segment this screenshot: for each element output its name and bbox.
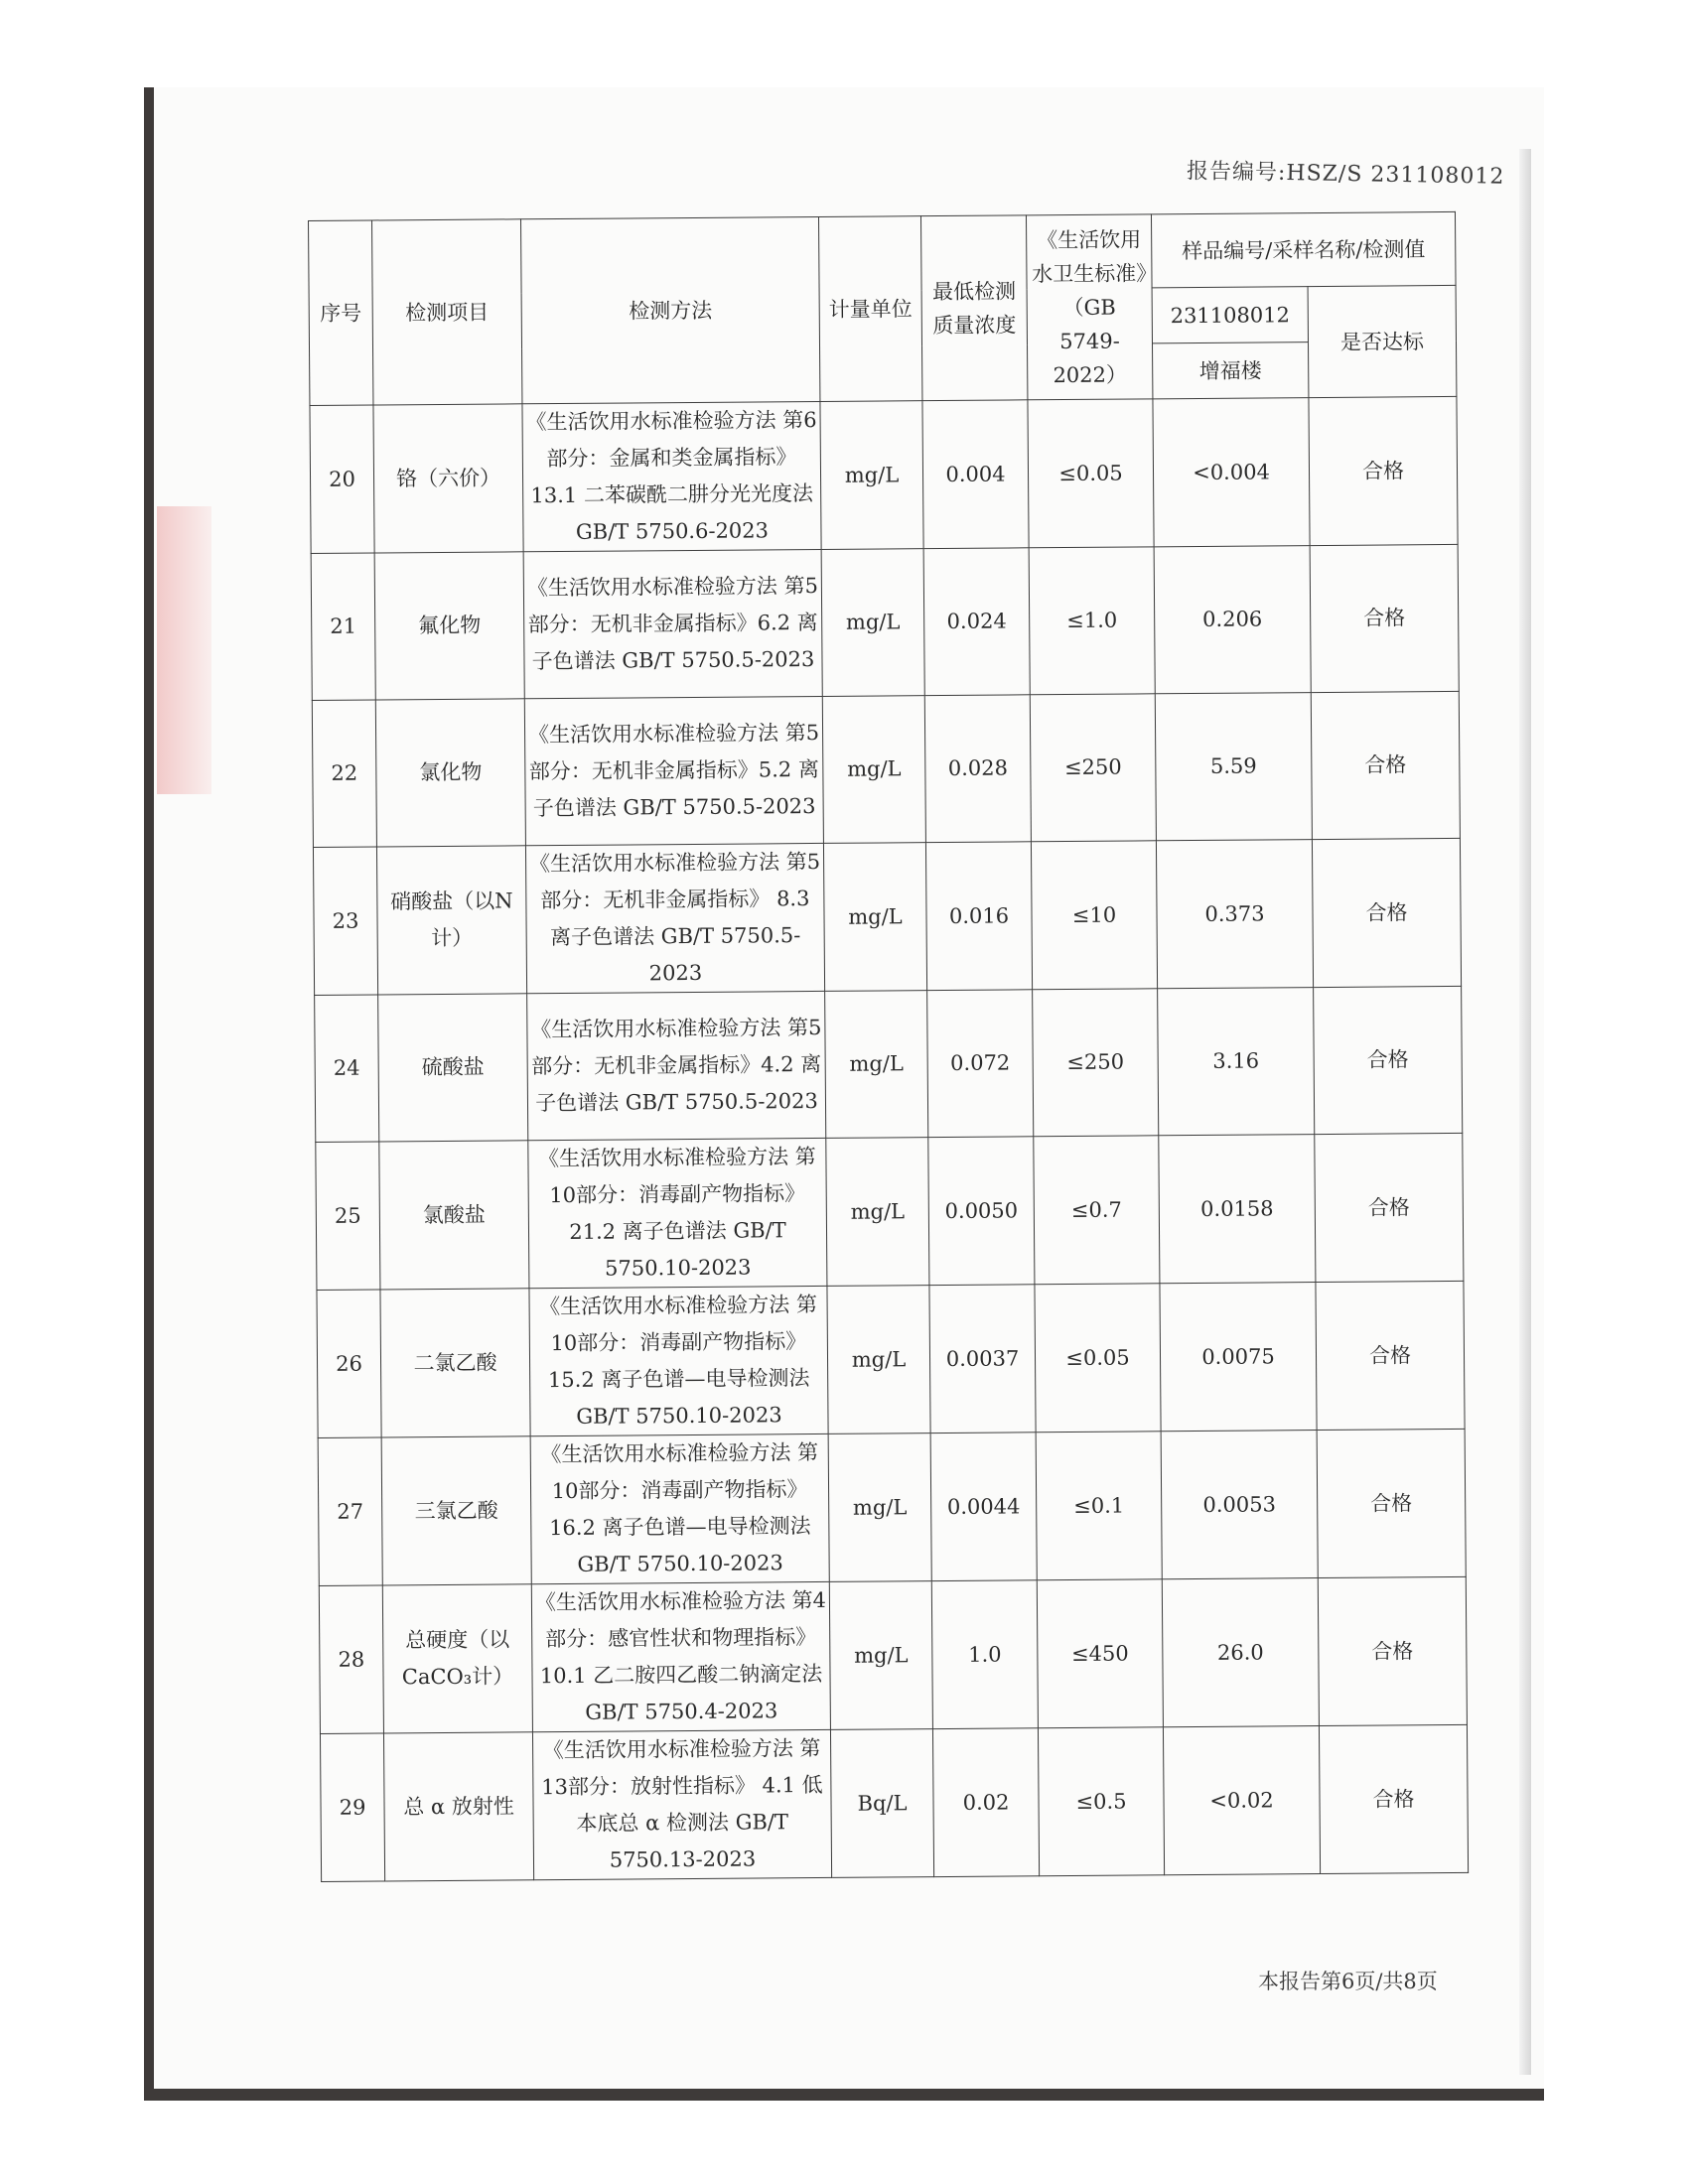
table-row — [310, 396, 1458, 553]
cell-result: 合格 — [1317, 1429, 1466, 1577]
header-unit: 计量单位 — [818, 216, 921, 402]
cell-item: 硫酸盐 — [378, 994, 528, 1142]
table-row — [319, 1576, 1467, 1733]
cell-item: 氯化物 — [375, 699, 525, 847]
cell-unit: mg/L — [827, 1286, 930, 1434]
cell-value: 0.373 — [1156, 840, 1313, 989]
table-row — [318, 1429, 1466, 1585]
table-row — [320, 1724, 1468, 1881]
header-sample-id: 231108012 — [1152, 287, 1308, 343]
cell-seq: 29 — [320, 1733, 384, 1881]
cell-value: <0.02 — [1163, 1726, 1320, 1875]
scan-edge — [1519, 149, 1531, 2075]
cell-result: 合格 — [1316, 1281, 1465, 1430]
cell-min-conc: 0.004 — [922, 400, 1029, 549]
cell-value: 3.16 — [1158, 988, 1315, 1136]
cell-item: 氯酸盐 — [379, 1141, 529, 1290]
cell-unit: mg/L — [822, 696, 925, 844]
report-number: 报告编号:HSZ/S 231108012 — [1186, 159, 1505, 190]
cell-min-conc: 0.0044 — [930, 1433, 1037, 1581]
cell-method: 《生活饮用水标准检验方法 第4部分：感官性状和物理指标》10.1 乙二胺四乙酸二钠滴定法 GB/T 5750.4-2023 — [531, 1581, 830, 1731]
test-results-table — [308, 211, 1469, 1882]
cell-value: 26.0 — [1162, 1578, 1319, 1727]
cell-min-conc: 1.0 — [931, 1580, 1038, 1729]
header-method: 检测方法 — [520, 216, 819, 403]
cell-result: 合格 — [1309, 396, 1458, 545]
cell-method: 《生活饮用水标准检验方法 第10部分：消毒副产物指标》 15.2 离子色谱—电导检测法 GB/T 5750.10-2023 — [529, 1286, 828, 1435]
header-min-conc: 最低检测质量浓度 — [920, 215, 1027, 401]
header-sample-name: 增福楼 — [1152, 342, 1308, 399]
cell-seq: 23 — [313, 847, 377, 995]
cell-limit: ≤0.7 — [1034, 1136, 1160, 1285]
test-results-table-wrapper — [308, 211, 1468, 1882]
table-row — [315, 986, 1463, 1142]
cell-min-conc: 0.072 — [927, 990, 1034, 1138]
cell-method: 《生活饮用水标准检验方法 第5部分：无机非金属指标》4.2 离子色谱法 GB/T 5750.5-2023 — [527, 991, 826, 1140]
header-standard: 《生活饮用水卫生标准》（GB 5749-2022） — [1026, 214, 1152, 400]
cell-unit: mg/L — [826, 1138, 929, 1287]
cell-result: 合格 — [1315, 1133, 1464, 1282]
cell-unit: mg/L — [820, 401, 923, 550]
cell-value: 0.0158 — [1159, 1135, 1316, 1284]
cell-min-conc: 0.024 — [923, 548, 1030, 696]
cell-seq: 24 — [315, 995, 379, 1142]
cell-method: 《生活饮用水标准检验方法 第5部分：无机非金属指标》 8.3 离子色谱法 GB/T 5750.5-2023 — [525, 843, 824, 993]
cell-seq: 20 — [310, 405, 374, 553]
cell-item: 总 α 放射性 — [383, 1732, 533, 1881]
cell-result: 合格 — [1310, 544, 1459, 692]
seal-stamp-fragment — [157, 506, 211, 794]
cell-item: 二氯乙酸 — [380, 1289, 530, 1437]
cell-unit: mg/L — [828, 1433, 931, 1582]
cell-value: 0.206 — [1154, 546, 1311, 694]
table-row — [316, 1133, 1464, 1290]
cell-min-conc: 0.028 — [924, 695, 1031, 843]
cell-result: 合格 — [1312, 838, 1461, 987]
cell-seq: 28 — [319, 1585, 383, 1733]
cell-min-conc: 0.02 — [932, 1728, 1039, 1877]
cell-result: 合格 — [1314, 986, 1463, 1134]
table-row — [311, 544, 1459, 700]
cell-unit: mg/L — [823, 843, 926, 992]
cell-value: 0.0053 — [1161, 1431, 1318, 1579]
cell-method: 《生活饮用水标准检验方法 第10部分：消毒副产物指标》21.2 离子色谱法 GB/T 5750.10-2023 — [528, 1138, 827, 1288]
cell-limit: ≤250 — [1033, 989, 1159, 1137]
cell-method: 《生活饮用水标准检验方法 第6部分：金属和类金属指标》13.1 二苯碳酰二肼分光光度法 GB/T 5750.6-2023 — [522, 401, 821, 551]
cell-seq: 21 — [311, 553, 375, 700]
cell-limit: ≤250 — [1030, 694, 1156, 842]
cell-limit: ≤0.1 — [1036, 1432, 1162, 1580]
cell-item: 氟化物 — [374, 552, 524, 700]
cell-unit: mg/L — [829, 1581, 932, 1730]
cell-item: 铬（六价） — [373, 404, 523, 553]
cell-unit: mg/L — [821, 549, 924, 697]
cell-method: 《生活饮用水标准检验方法 第13部分：放射性指标》 4.1 低本底总 α 检测法 GB/T 5750.13-2023 — [532, 1729, 831, 1879]
cell-item: 三氯乙酸 — [381, 1436, 531, 1585]
cell-min-conc: 0.0037 — [929, 1285, 1036, 1433]
cell-result: 合格 — [1318, 1576, 1467, 1725]
table-row — [312, 691, 1460, 847]
cell-seq: 22 — [312, 700, 376, 847]
cell-limit: ≤450 — [1037, 1579, 1163, 1728]
cell-limit: ≤0.5 — [1038, 1727, 1164, 1876]
cell-item: 总硬度（以CaCO₃计） — [382, 1584, 532, 1733]
cell-method: 《生活饮用水标准检验方法 第5部分：无机非金属指标》6.2 离子色谱法 GB/T 5750.5-2023 — [523, 549, 822, 698]
cell-limit: ≤10 — [1031, 841, 1157, 990]
table-row — [313, 838, 1461, 995]
cell-result: 合格 — [1319, 1724, 1468, 1873]
cell-limit: ≤1.0 — [1029, 547, 1155, 695]
cell-value: <0.004 — [1153, 398, 1310, 547]
cell-seq: 25 — [316, 1142, 380, 1290]
cell-min-conc: 0.016 — [925, 842, 1032, 991]
table-row — [317, 1281, 1465, 1437]
cell-unit: mg/L — [825, 991, 928, 1139]
cell-min-conc: 0.0050 — [928, 1137, 1035, 1286]
cell-method: 《生活饮用水标准检验方法 第10部分：消毒副产物指标》 16.2 离子色谱—电导检测法 GB/T 5750.10-2023 — [530, 1433, 829, 1583]
cell-result: 合格 — [1311, 691, 1460, 839]
cell-limit: ≤0.05 — [1035, 1284, 1161, 1433]
cell-unit: Bq/L — [830, 1729, 933, 1878]
cell-seq: 27 — [318, 1437, 382, 1585]
cell-item: 硝酸盐（以N计） — [376, 846, 526, 995]
cell-seq: 26 — [317, 1290, 381, 1437]
cell-value: 0.0075 — [1160, 1283, 1317, 1432]
header-seq: 序号 — [309, 220, 373, 405]
cell-limit: ≤0.05 — [1028, 399, 1154, 548]
header-compliance: 是否达标 — [1308, 285, 1457, 397]
cell-method: 《生活饮用水标准检验方法 第5部分：无机非金属指标》5.2 离子色谱法 GB/T 5750.5-2023 — [524, 696, 823, 845]
cell-value: 5.59 — [1155, 693, 1312, 841]
page-number: 本报告第6页/共8页 — [1258, 1970, 1438, 1993]
header-sample-group: 样品编号/采样名称/检测值 — [1151, 211, 1456, 287]
header-item: 检测项目 — [372, 219, 522, 405]
